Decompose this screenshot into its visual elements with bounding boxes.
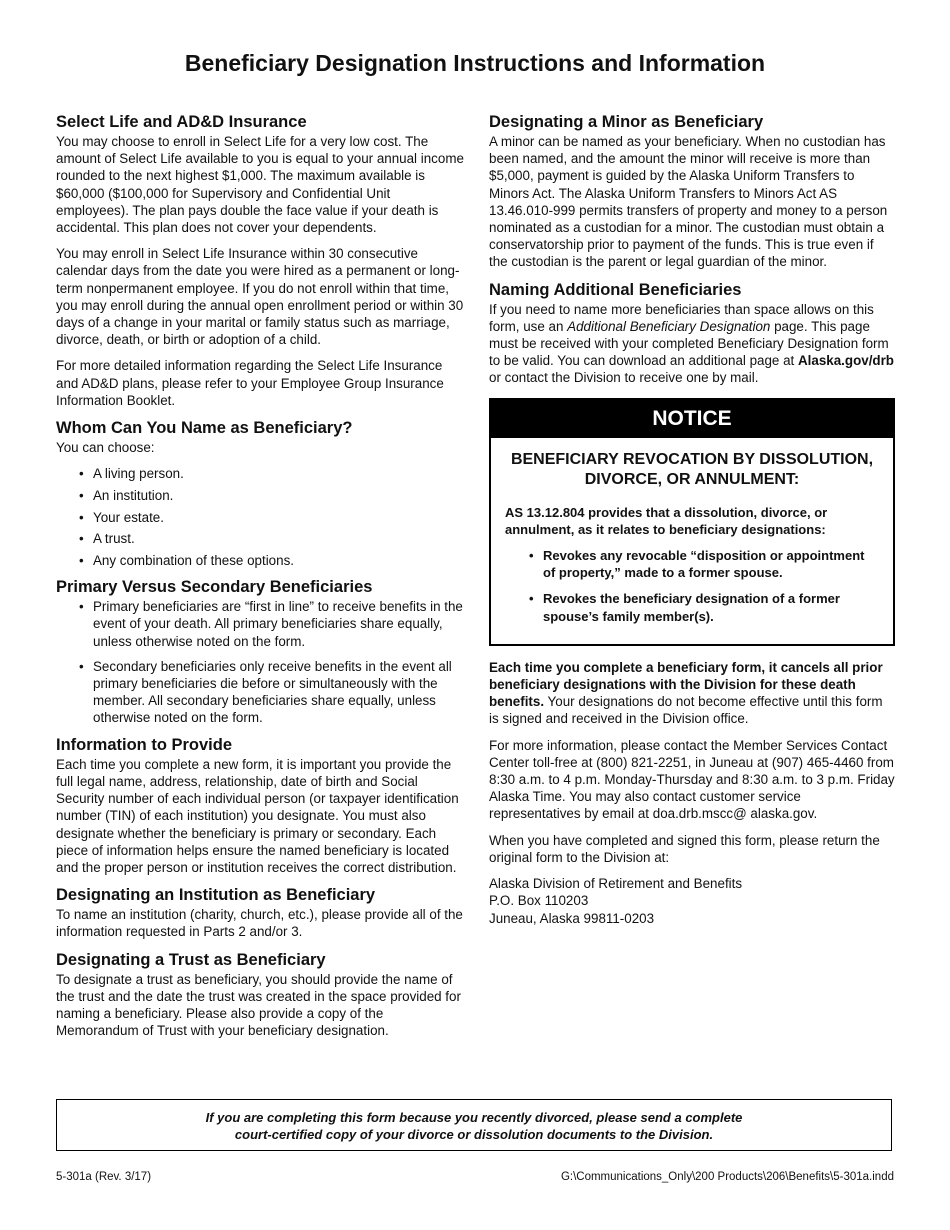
list-item: • Secondary beneficiaries only receive benefits in the event all primary beneficiaries die before or simultaneously with the member. All secondary beneficiaries share equally, unless otherwise noted on the form. bbox=[93, 658, 466, 727]
left-column bbox=[56, 112, 466, 1048]
return-paragraph: When you have completed and signed this form, please return the original form to the Division at: bbox=[489, 832, 880, 865]
additional-paragraph bbox=[489, 301, 895, 387]
notice-subheading: BENEFICIARY REVOCATION BY DISSOLUTION, DIVORCE, OR ANNULMENT: bbox=[510, 450, 874, 488]
divorce-notice-line-1: If you are completing this form because you recently divorced, please send a complete bbox=[205, 1110, 743, 1125]
primary-secondary-heading: Primary Versus Secondary Beneficiaries bbox=[56, 578, 373, 597]
information-paragraph: Each time you complete a new form, it is important you provide the full legal name, address, relationship, date of birth and Social Security number of each individual person (or taxpayer identification number (TIN) of each institution) you designate. You must also designate whether the beneficiary is primary or secondary. Each piece of information helps ensure the named beneficiary is located and the proper person or institution receives the correct distribution. bbox=[56, 756, 459, 875]
notice-header: NOTICE bbox=[491, 400, 893, 438]
notice-list bbox=[505, 547, 879, 625]
additional-text-a: If you need to name more beneficiaries than space allows on this form, use an bbox=[489, 301, 874, 334]
institution-paragraph: To name an institution (charity, church, etc.), please provide all of the information requested in Parts 2 and/or 3. bbox=[56, 907, 463, 940]
section-information bbox=[56, 735, 466, 876]
list-item: • Primary beneficiaries are “first in line” to receive benefits in the event of your death. All primary beneficiaries share equally, unless otherwise noted on the form. bbox=[93, 598, 466, 650]
select-life-paragraph-3: For more detailed information regarding the Select Life Insurance and AD&D plans, please refer to your Employee Group Insurance Information Booklet. bbox=[56, 358, 444, 408]
notice-body bbox=[491, 504, 893, 644]
list-item: • A living person. bbox=[93, 465, 466, 482]
cancel-prior-bold: Each time you complete a beneficiary form, it cancels all prior beneficiary designations with the Division for these death benefits. bbox=[489, 659, 883, 710]
form-number: 5-301a (Rev. 3/17) bbox=[56, 1171, 152, 1183]
list-item: • An institution. bbox=[93, 487, 466, 504]
section-whom bbox=[56, 418, 466, 569]
section-institution bbox=[56, 885, 466, 940]
institution-heading: Designating an Institution as Beneficiary bbox=[56, 886, 376, 905]
minor-paragraph: A minor can be named as your beneficiary. When no custodian has been named, and the amount the minor will receive is more than $5,000, payment is guided by the Alaska Uniform Transfers to Minors Act. The Alaska Uniform Transfers to Minors Act AS 13.46.010-999 permits transfers of property and money to a person nominated as a custodian for a minor. The custodian must obtain a conservatorship prior to payment of the funds. This is true even if the custodian is the parent or legal guardian of the minor. bbox=[489, 134, 888, 270]
page-title: Beneficiary Designation Instructions and Information bbox=[184, 50, 766, 76]
address-line-2: P.O. Box 110203 bbox=[489, 893, 589, 909]
additional-text-c: or contact the Division to receive one by mail. bbox=[489, 370, 759, 386]
additional-form-name: Additional Beneficiary Designation bbox=[567, 318, 771, 334]
whom-list bbox=[56, 465, 466, 569]
divorce-notice-line-2: court-certified copy of your divorce or dissolution documents to the Division. bbox=[234, 1127, 714, 1142]
notice-statute-text: AS 13.12.804 provides that a dissolution, divorce, or annulment, as it relates to beneficiary designations: bbox=[505, 504, 828, 537]
list-item: • Any combination of these options. bbox=[93, 552, 466, 569]
trust-heading: Designating a Trust as Beneficiary bbox=[56, 950, 326, 969]
information-heading: Information to Provide bbox=[56, 735, 233, 754]
section-select-life bbox=[56, 112, 466, 409]
list-item: • A trust. bbox=[93, 530, 466, 547]
minor-heading: Designating a Minor as Beneficiary bbox=[489, 113, 764, 131]
select-life-paragraph-1: You may choose to enroll in Select Life for a very low cost. The amount of Select Life available to you is equal to your annual income rounded to the next highest $1,000. The maximum available is $60,000 ($100,000 for Supervisory and Confidential Unit employees). The plan pays double the face value if your death is accidental. This plan does not cover your dependents. bbox=[56, 134, 464, 236]
file-path: G:\Communications_Only\200 Products\206\Benefits\5-301a.indd bbox=[560, 1171, 894, 1183]
list-item: • Revokes the beneficiary designation of a former spouse’s family member(s). bbox=[543, 590, 879, 624]
section-trust bbox=[56, 950, 466, 1040]
additional-text-b: page. This page must be received with your completed Beneficiary Designation form to be valid. You can download an additional page at bbox=[489, 318, 889, 369]
primary-secondary-list bbox=[56, 598, 466, 726]
whom-intro: You can choose: bbox=[56, 440, 155, 456]
address-line-3: Juneau, Alaska 99811-0203 bbox=[489, 910, 655, 926]
section-minor bbox=[489, 112, 895, 271]
drb-website-link[interactable]: Alaska.gov/drb bbox=[797, 353, 894, 369]
additional-heading: Naming Additional Beneficiaries bbox=[489, 280, 742, 299]
right-column bbox=[489, 112, 895, 927]
select-life-paragraph-2: You may enroll in Select Life Insurance within 30 consecutive calendar days from the date you were hired as a permanent or long-term nonpermanent employee. If you do not enroll within that time, you may enroll during the annual open enrollment period or within 30 days of a change in your marital or family status such as marriage, divorce, death, or birth or adoption of a child. bbox=[56, 246, 464, 348]
section-additional bbox=[489, 280, 895, 387]
notice-box bbox=[489, 398, 895, 646]
whom-heading: Whom Can You Name as Beneficiary? bbox=[56, 419, 353, 438]
list-item: • Your estate. bbox=[93, 509, 466, 526]
cancel-prior-paragraph bbox=[489, 659, 895, 728]
divorce-notice-box bbox=[56, 1099, 892, 1151]
contact-paragraph: For more information, please contact the Member Services Contact Center toll-free at (800) 821-2251, in Juneau at (907) 465-4460 from 8:30 a.m. to 4 p.m. Monday-Thursday and 8:30 a.m. to 3 p.m. Friday Alaska Time. You may also contact customer service representatives by email at doa.drb.mscc@ alaska.gov. bbox=[489, 737, 895, 822]
list-item: • Revokes any revocable “disposition or appointment of property,” made to a former spouse. bbox=[543, 547, 879, 581]
select-life-heading: Select Life and AD&D Insurance bbox=[56, 113, 307, 131]
trust-paragraph: To designate a trust as beneficiary, you should provide the name of the trust and the date the trust was created in the space provided for naming a beneficiary. Please also provide a copy of the Memorandum of Trust with your beneficiary designation. bbox=[56, 971, 461, 1039]
section-primary-secondary bbox=[56, 577, 466, 726]
address-line-1: Alaska Division of Retirement and Benefits bbox=[489, 876, 743, 892]
mailing-address bbox=[489, 875, 895, 927]
cancel-prior-rest: Your designations do not become effective until this form is signed and received in the Division office. bbox=[489, 694, 883, 727]
